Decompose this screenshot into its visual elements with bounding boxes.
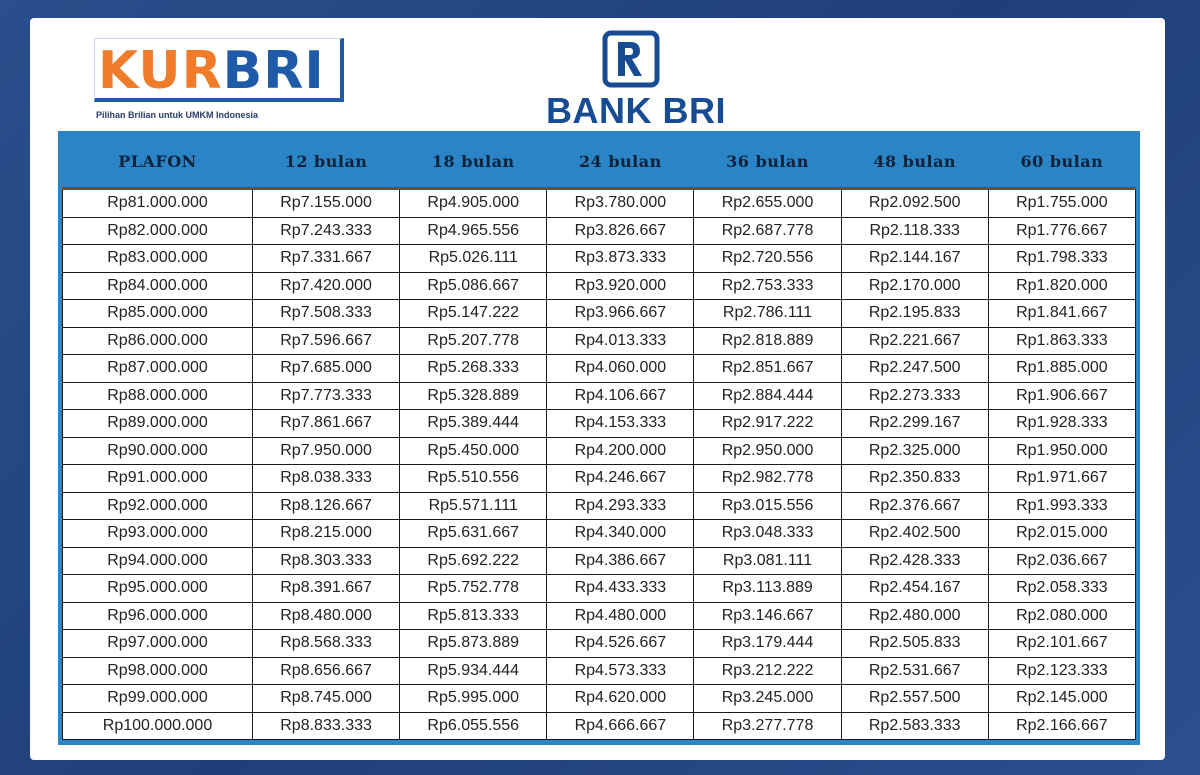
installment-cell: Rp8.038.333 <box>253 465 400 493</box>
installment-cell: Rp2.753.333 <box>694 272 841 300</box>
plafon-cell: Rp81.000.000 <box>63 189 253 218</box>
installment-cell: Rp7.331.667 <box>253 245 400 273</box>
installment-cell: Rp4.480.000 <box>547 602 694 630</box>
table-body <box>63 189 1136 740</box>
installment-cell: Rp2.170.000 <box>841 272 988 300</box>
installment-cell: Rp8.656.667 <box>253 657 400 685</box>
plafon-cell: Rp83.000.000 <box>63 245 253 273</box>
installment-cell: Rp3.179.444 <box>694 630 841 658</box>
installment-cell: Rp2.273.333 <box>841 382 988 410</box>
header-tenor: 18 bulan <box>400 135 547 189</box>
plafon-cell: Rp96.000.000 <box>63 602 253 630</box>
installment-cell: Rp5.026.111 <box>400 245 547 273</box>
table-row <box>63 657 1136 685</box>
installment-cell: Rp3.966.667 <box>547 300 694 328</box>
plafon-cell: Rp88.000.000 <box>63 382 253 410</box>
plafon-cell: Rp86.000.000 <box>63 327 253 355</box>
installment-cell: Rp3.015.556 <box>694 492 841 520</box>
installment-cell: Rp8.833.333 <box>253 712 400 740</box>
kur-logo-wordmark <box>98 42 325 100</box>
installment-cell: Rp7.773.333 <box>253 382 400 410</box>
installment-cell: Rp1.928.333 <box>988 410 1135 438</box>
installment-cell: Rp8.745.000 <box>253 685 400 713</box>
installment-cell: Rp2.166.667 <box>988 712 1135 740</box>
plafon-cell: Rp98.000.000 <box>63 657 253 685</box>
installment-cell: Rp4.013.333 <box>547 327 694 355</box>
table-row <box>63 465 1136 493</box>
installment-cell: Rp2.058.333 <box>988 575 1135 603</box>
installment-cell: Rp2.950.000 <box>694 437 841 465</box>
table-row <box>63 382 1136 410</box>
plafon-cell: Rp85.000.000 <box>63 300 253 328</box>
bank-bri-name: BANK BRI <box>546 90 726 131</box>
table-row <box>63 602 1136 630</box>
installment-cell: Rp2.531.667 <box>841 657 988 685</box>
installment-cell: Rp2.786.111 <box>694 300 841 328</box>
installment-cell: Rp3.826.667 <box>547 217 694 245</box>
installment-cell: Rp5.813.333 <box>400 602 547 630</box>
installment-cell: Rp2.123.333 <box>988 657 1135 685</box>
installment-cell: Rp2.299.167 <box>841 410 988 438</box>
installment-cell: Rp7.950.000 <box>253 437 400 465</box>
installment-cell: Rp2.505.833 <box>841 630 988 658</box>
installment-cell: Rp3.212.222 <box>694 657 841 685</box>
installment-cell: Rp2.350.833 <box>841 465 988 493</box>
installment-cell: Rp2.092.500 <box>841 189 988 218</box>
installment-cell: Rp2.687.778 <box>694 217 841 245</box>
installment-cell: Rp1.755.000 <box>988 189 1135 218</box>
installment-cell: Rp5.207.778 <box>400 327 547 355</box>
installment-cell: Rp4.965.556 <box>400 217 547 245</box>
table-row <box>63 575 1136 603</box>
installment-cell: Rp1.798.333 <box>988 245 1135 273</box>
installment-cell: Rp2.851.667 <box>694 355 841 383</box>
installment-cell: Rp3.146.667 <box>694 602 841 630</box>
plafon-cell: Rp99.000.000 <box>63 685 253 713</box>
installment-cell: Rp2.917.222 <box>694 410 841 438</box>
plafon-cell: Rp92.000.000 <box>63 492 253 520</box>
installment-cell: Rp2.015.000 <box>988 520 1135 548</box>
header-tenor: 12 bulan <box>253 135 400 189</box>
installment-cell: Rp1.906.667 <box>988 382 1135 410</box>
table-row <box>63 630 1136 658</box>
installment-cell: Rp5.268.333 <box>400 355 547 383</box>
installment-cell: Rp2.325.000 <box>841 437 988 465</box>
installment-cell: Rp2.982.778 <box>694 465 841 493</box>
installment-cell: Rp2.144.167 <box>841 245 988 273</box>
installment-cell: Rp5.450.000 <box>400 437 547 465</box>
installment-cell: Rp2.583.333 <box>841 712 988 740</box>
plafon-cell: Rp84.000.000 <box>63 272 253 300</box>
installment-cell: Rp8.480.000 <box>253 602 400 630</box>
installment-cell: Rp7.243.333 <box>253 217 400 245</box>
installment-cell: Rp7.861.667 <box>253 410 400 438</box>
installment-cell: Rp2.145.000 <box>988 685 1135 713</box>
table-row <box>63 712 1136 740</box>
installment-cell: Rp2.221.667 <box>841 327 988 355</box>
kur-logo-bri: BRI <box>222 41 325 101</box>
plafon-cell: Rp91.000.000 <box>63 465 253 493</box>
installment-cell: Rp3.245.000 <box>694 685 841 713</box>
table-row <box>63 272 1136 300</box>
installment-cell: Rp2.655.000 <box>694 189 841 218</box>
installment-cell: Rp1.841.667 <box>988 300 1135 328</box>
table-row <box>63 437 1136 465</box>
table-row <box>63 492 1136 520</box>
installment-cell: Rp1.820.000 <box>988 272 1135 300</box>
installment-cell: Rp7.420.000 <box>253 272 400 300</box>
infographic-card <box>30 18 1165 760</box>
installment-cell: Rp4.386.667 <box>547 547 694 575</box>
header-tenor: 24 bulan <box>547 135 694 189</box>
header-tenor: 48 bulan <box>841 135 988 189</box>
installment-cell: Rp2.402.500 <box>841 520 988 548</box>
plafon-cell: Rp93.000.000 <box>63 520 253 548</box>
kur-logo-kur: KUR <box>98 41 223 101</box>
installment-cell: Rp3.048.333 <box>694 520 841 548</box>
installment-cell: Rp5.389.444 <box>400 410 547 438</box>
table-row <box>63 520 1136 548</box>
installment-cell: Rp6.055.556 <box>400 712 547 740</box>
installment-cell: Rp4.433.333 <box>547 575 694 603</box>
table-row <box>63 410 1136 438</box>
installment-cell: Rp2.376.667 <box>841 492 988 520</box>
installment-cell: Rp2.080.000 <box>988 602 1135 630</box>
header-plafon: PLAFON <box>63 135 253 189</box>
installment-cell: Rp7.155.000 <box>253 189 400 218</box>
installment-cell: Rp1.971.667 <box>988 465 1135 493</box>
table-row <box>63 547 1136 575</box>
installment-cell: Rp8.215.000 <box>253 520 400 548</box>
plafon-cell: Rp100.000.000 <box>63 712 253 740</box>
installment-cell: Rp3.277.778 <box>694 712 841 740</box>
installment-cell: Rp2.480.000 <box>841 602 988 630</box>
installment-cell: Rp1.776.667 <box>988 217 1135 245</box>
installment-cell: Rp7.596.667 <box>253 327 400 355</box>
installment-cell: Rp4.246.667 <box>547 465 694 493</box>
installment-cell: Rp3.113.889 <box>694 575 841 603</box>
installment-cell: Rp8.391.667 <box>253 575 400 603</box>
installment-cell: Rp2.454.167 <box>841 575 988 603</box>
installment-cell: Rp8.126.667 <box>253 492 400 520</box>
installment-cell: Rp4.526.667 <box>547 630 694 658</box>
table-row <box>63 685 1136 713</box>
installment-cell: Rp4.340.000 <box>547 520 694 548</box>
installment-cell: Rp5.995.000 <box>400 685 547 713</box>
table-row <box>63 300 1136 328</box>
installment-cell: Rp7.508.333 <box>253 300 400 328</box>
installment-cell: Rp3.780.000 <box>547 189 694 218</box>
plafon-cell: Rp89.000.000 <box>63 410 253 438</box>
installment-cell: Rp2.818.889 <box>694 327 841 355</box>
installment-cell: Rp5.571.111 <box>400 492 547 520</box>
plafon-cell: Rp94.000.000 <box>63 547 253 575</box>
installment-cell: Rp2.884.444 <box>694 382 841 410</box>
installment-cell: Rp3.081.111 <box>694 547 841 575</box>
plafon-cell: Rp87.000.000 <box>63 355 253 383</box>
installment-cell: Rp5.510.556 <box>400 465 547 493</box>
installment-cell: Rp4.666.667 <box>547 712 694 740</box>
installment-table-container <box>58 131 1140 745</box>
installment-cell: Rp4.293.333 <box>547 492 694 520</box>
table-row <box>63 189 1136 218</box>
installment-cell: Rp8.303.333 <box>253 547 400 575</box>
installment-cell: Rp4.200.000 <box>547 437 694 465</box>
table-row <box>63 217 1136 245</box>
installment-cell: Rp3.920.000 <box>547 272 694 300</box>
installment-cell: Rp2.195.833 <box>841 300 988 328</box>
installment-cell: Rp5.934.444 <box>400 657 547 685</box>
installment-cell: Rp8.568.333 <box>253 630 400 658</box>
bri-mark-icon <box>602 30 660 88</box>
kur-logo-tagline: Pilihan Brilian untuk UMKM Indonesia <box>96 110 259 120</box>
installment-cell: Rp4.620.000 <box>547 685 694 713</box>
installment-cell: Rp2.247.500 <box>841 355 988 383</box>
installment-cell: Rp5.752.778 <box>400 575 547 603</box>
header-tenor: 60 bulan <box>988 135 1135 189</box>
installment-cell: Rp1.993.333 <box>988 492 1135 520</box>
installment-cell: Rp5.086.667 <box>400 272 547 300</box>
installment-cell: Rp2.720.556 <box>694 245 841 273</box>
plafon-cell: Rp95.000.000 <box>63 575 253 603</box>
installment-cell: Rp1.863.333 <box>988 327 1135 355</box>
installment-cell: Rp5.692.222 <box>400 547 547 575</box>
installment-cell: Rp2.428.333 <box>841 547 988 575</box>
installment-cell: Rp5.631.667 <box>400 520 547 548</box>
installment-cell: Rp2.118.333 <box>841 217 988 245</box>
plafon-cell: Rp82.000.000 <box>63 217 253 245</box>
kur-bri-logo <box>94 38 346 104</box>
installment-cell: Rp7.685.000 <box>253 355 400 383</box>
table-row <box>63 245 1136 273</box>
installment-cell: Rp2.101.667 <box>988 630 1135 658</box>
installment-cell: Rp3.873.333 <box>547 245 694 273</box>
table-row <box>63 355 1136 383</box>
plafon-cell: Rp97.000.000 <box>63 630 253 658</box>
header-tenor: 36 bulan <box>694 135 841 189</box>
installment-cell: Rp2.557.500 <box>841 685 988 713</box>
installment-cell: Rp4.106.667 <box>547 382 694 410</box>
installment-cell: Rp5.873.889 <box>400 630 547 658</box>
installment-cell: Rp4.573.333 <box>547 657 694 685</box>
table-header-row <box>63 135 1136 189</box>
plafon-cell: Rp90.000.000 <box>63 437 253 465</box>
installment-cell: Rp4.060.000 <box>547 355 694 383</box>
installment-cell: Rp1.950.000 <box>988 437 1135 465</box>
table-row <box>63 327 1136 355</box>
installment-table <box>62 135 1136 740</box>
installment-cell: Rp4.905.000 <box>400 189 547 218</box>
installment-cell: Rp5.328.889 <box>400 382 547 410</box>
installment-cell: Rp5.147.222 <box>400 300 547 328</box>
installment-cell: Rp4.153.333 <box>547 410 694 438</box>
installment-cell: Rp2.036.667 <box>988 547 1135 575</box>
installment-cell: Rp1.885.000 <box>988 355 1135 383</box>
